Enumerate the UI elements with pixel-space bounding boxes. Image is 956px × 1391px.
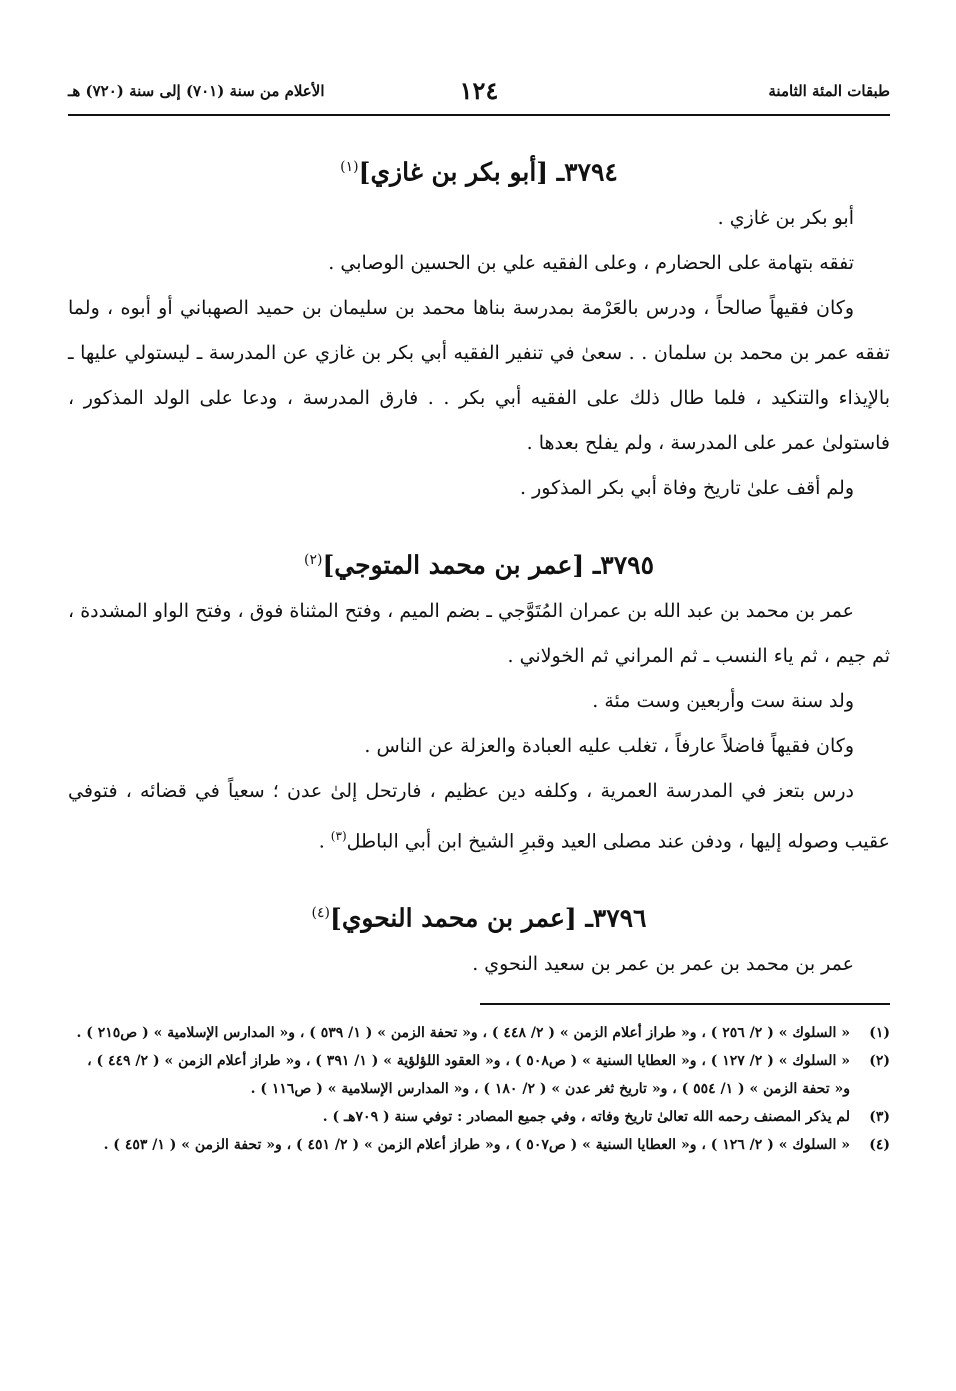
spacer	[68, 116, 890, 138]
footnote	[68, 1047, 890, 1103]
page-number: ١٢٤	[459, 76, 499, 105]
entry-title-text: ٣٧٩٦ـ [عمر بن محمد النحوي]	[329, 903, 647, 933]
entry-title	[68, 884, 890, 942]
footnote-ref[interactable]: (١)	[340, 159, 359, 175]
entry-paragraph: عمر بن محمد بن عبد الله بن عمران المُتَوَّجي ـ بضم الميم ، وفتح المثناة فوق ، وفتح الواو المشددة ، ثم جيم ، ثم ياء النسب ـ ثم المراني ثم الخولاني .	[68, 600, 890, 667]
paragraph-text: درس بتعز في المدرسة العمرية ، وكلفه دين عظيم ، فارتحل إلىٰ عدن ؛ سعياً في قضائه ، فتوفي عقيب وصوله إليها ، ودفن عند مصلى العيد وقبرِ الشيخ ابن أبي الباطل	[68, 780, 890, 853]
entry-paragraph: عمر بن محمد بن عمر بن عمر بن سعيد النحوي .	[472, 953, 854, 976]
footnote-text: « السلوك » ( ٢/ ٢٥٦ ) ، و« طراز أعلام الزمن » ( ٢/ ٤٤٨ ) ، و« تحفة الزمن » ( ١/ ٥٣٩ ) ، و« المدارس الإسلامية » ( ص٢١٥ ) .	[76, 1025, 850, 1042]
footnote-divider	[480, 1003, 890, 1005]
running-header	[68, 70, 890, 116]
entry-paragraph: ولد سنة ست وأربعين وست مئة .	[592, 690, 854, 712]
footnote-text: « السلوك » ( ٢/ ١٢٦ ) ، و« العطايا السنية » ( ص٥٠٧ ) ، و« طراز أعلام الزمن » ( ٢/ ٤٥١ ) ، و« تحفة الزمن » ( ١/ ٤٥٣ ) .	[103, 1137, 850, 1154]
footnote-text: « السلوك » ( ٢/ ١٢٧ ) ، و« العطايا السنية » ( ص٥٠٨ ) ، و« العقود اللؤلؤية » ( ١/ ٣٩١ ) ، و« طراز أعلام الزمن » ( ٢/ ٤٤٩ ) ، و« تحفة الزمن » ( ١/ ٥٥٤ ) ، و« تاريخ ثغر عدن » ( ٢/ ١٨٠ ) ، و« المدارس الإسلامية » ( ص١١٦ ) .	[87, 1053, 850, 1098]
spacer	[68, 864, 890, 884]
entry-paragraph: وكان فقيهاً فاضلاً عارفاً ، تغلب عليه العبادة والعزلة عن الناس .	[364, 735, 854, 757]
footnote-ref[interactable]: (٢)	[303, 552, 323, 568]
footnote-number: (٢)	[869, 1053, 890, 1070]
footnote-text: لم يذكر المصنف رحمه الله تعالىٰ تاريخ وفاته ، وفي جميع المصادر : توفي سنة ( ٧٠٩هـ ) .	[322, 1109, 850, 1126]
entry-title-text: ٣٧٩٤ـ [أبو بكر بن غازي]	[358, 157, 618, 187]
paragraph-tail: .	[318, 830, 331, 853]
footnote-ref[interactable]: (٣)	[330, 829, 347, 843]
entry-paragraph: وكان فقيهاً صالحاً ، ودرس بالعَرْمة بمدرسة بناها محمد بن سليمان بن حميد الصهباني أو أبوه ، ولما تفقه عمر بن محمد بن سلمان . . سعىٰ في تنفير الفقيه أبي بكر بن غازي عن المدرسة ـ ليستولي عليها ـ بالإيذاء والتنكيد ، فلما طال ذلك على الفقيه أبي بكر . . فارق المدرسة ، ودعا على الولد المذكور ، فاستولىٰ عمر على المدرسة ، ولم يفلح بعدها .	[68, 297, 890, 454]
entry-paragraph: تفقه بتهامة على الحضارم ، وعلى الفقيه علي بن الحسين الوصابي .	[328, 252, 854, 274]
entry-3796	[68, 884, 890, 987]
entry-title-text: ٣٧٩٥ـ [عمر بن محمد المتوجي]	[322, 550, 654, 580]
entry-paragraph: ولم أقف علىٰ تاريخ وفاة أبي بكر المذكور .	[520, 477, 854, 499]
footnote-number: (٣)	[869, 1109, 890, 1126]
entry-paragraph	[68, 769, 890, 864]
footnote	[68, 1019, 890, 1047]
spacer	[68, 511, 890, 531]
footnote-number: (٤)	[869, 1137, 890, 1154]
footnote	[68, 1131, 890, 1159]
entry-title	[68, 531, 890, 589]
entry-title	[68, 138, 890, 196]
book-page	[68, 70, 890, 1370]
header-book-section: طبقات المئة الثامنة	[768, 82, 890, 100]
footnote	[68, 1103, 890, 1131]
header-period: الأعلام من سنة (٧٠١) إلى سنة (٧٢٠) هـ	[68, 82, 325, 100]
footnote-number: (١)	[869, 1025, 890, 1042]
entry-paragraph: أبو بكر بن غازي .	[717, 207, 854, 229]
footnotes	[68, 1019, 890, 1159]
entry-3794	[68, 138, 890, 511]
footnote-ref[interactable]: (٤)	[311, 905, 330, 922]
entry-3795	[68, 531, 890, 864]
